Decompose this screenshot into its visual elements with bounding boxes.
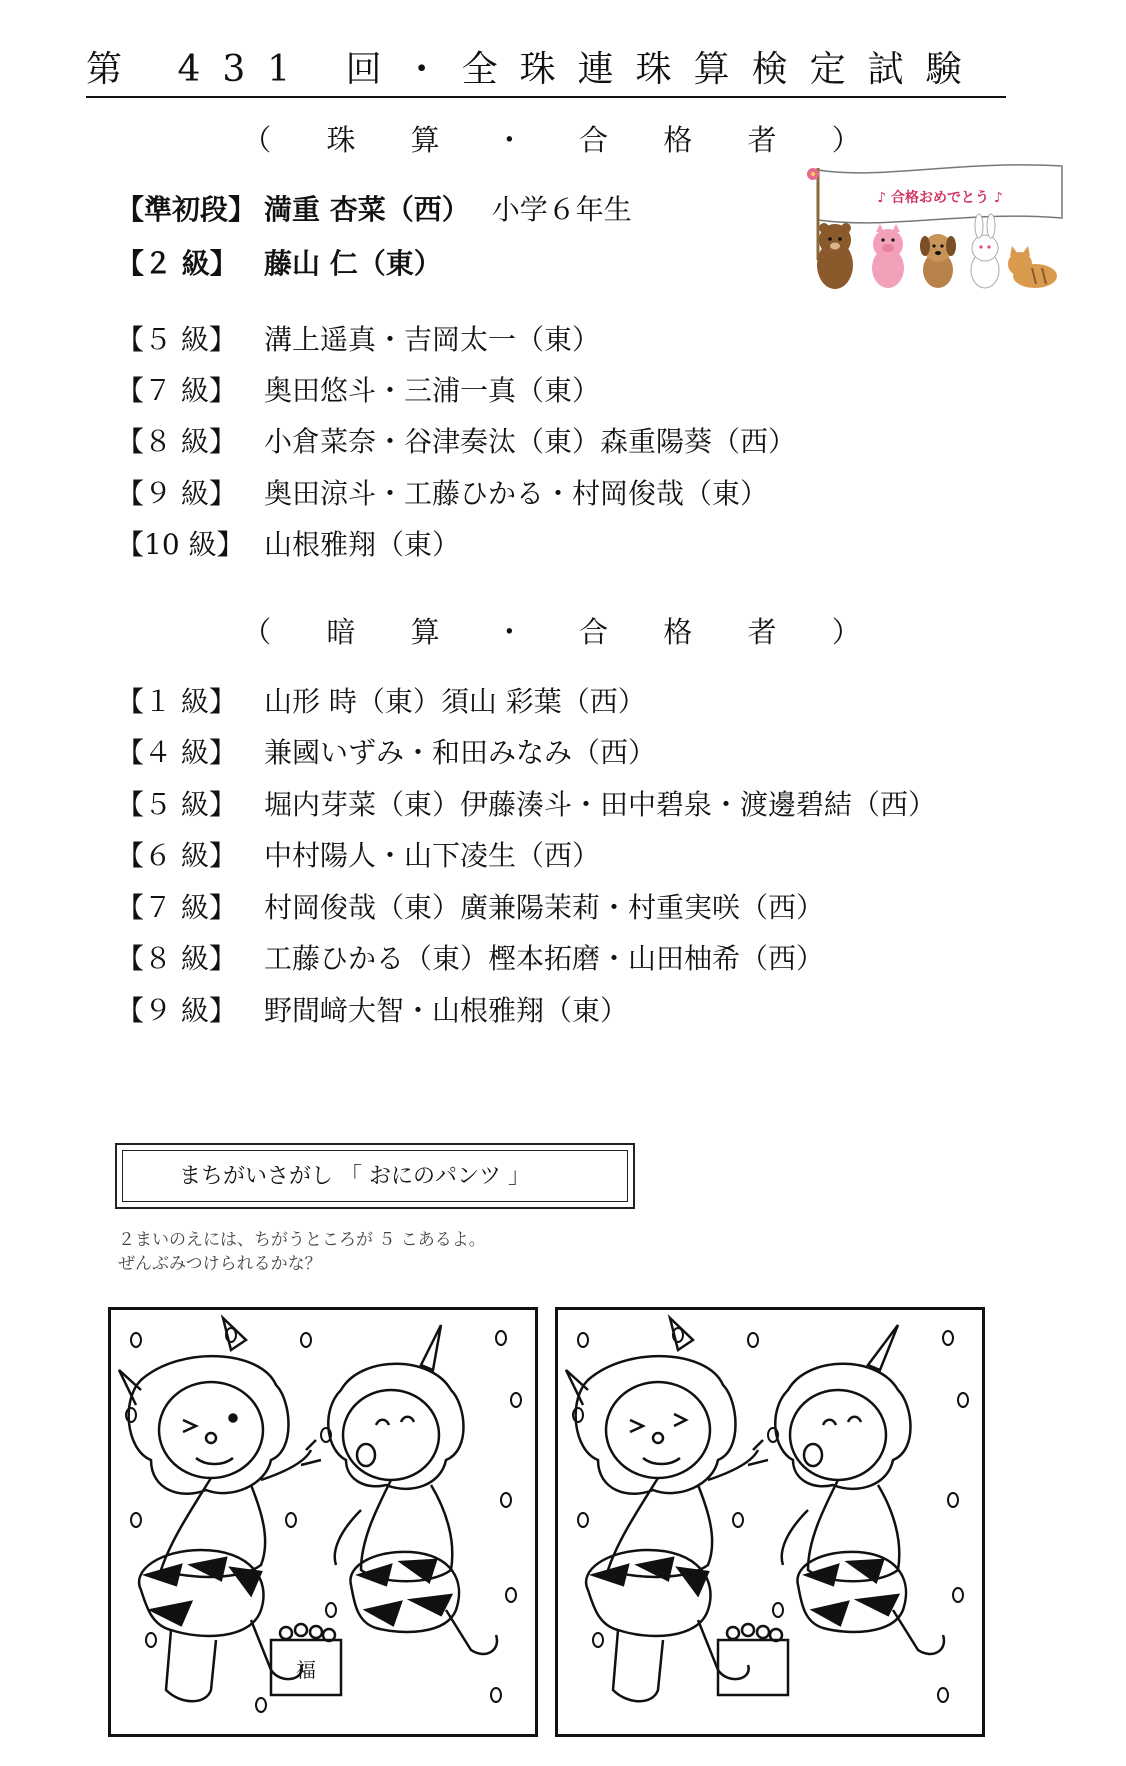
- grade-note: 小学６年生: [491, 193, 632, 226]
- names: 山根雅翔（東）: [264, 528, 461, 561]
- level-label: 【８ 級】: [116, 942, 237, 975]
- level-label: 【７ 級】: [116, 374, 237, 407]
- shuzan-row: [116, 424, 796, 460]
- level-label: 【10 級】: [116, 528, 245, 561]
- anzan-row: [116, 941, 824, 977]
- puzzle-instruction-2: ぜんぶみつけられるかな？: [118, 1254, 322, 1274]
- puzzle-title: まちがいさがし 「 おにのパンツ 」: [122, 1150, 628, 1202]
- shuzan-row: [116, 476, 768, 512]
- page-title: 第 431 回・全珠連珠算検定試験: [86, 48, 1006, 98]
- level-label: 【４ 級】: [116, 736, 237, 769]
- names: 小倉菜奈・谷津奏汰（東）森重陽葵（西）: [264, 425, 797, 458]
- names: 溝上遥真・吉岡太一（東）: [264, 323, 601, 356]
- fuku-label: 福: [296, 1658, 316, 1682]
- level-label: 【９ 級】: [116, 477, 237, 510]
- names: 藤山 仁（東）: [264, 247, 442, 280]
- anzan-row: [116, 993, 628, 1029]
- names: 野間﨑大智・山根雅翔（東）: [264, 994, 629, 1027]
- names: 満重 杏菜（西）: [264, 193, 470, 226]
- names: 工藤ひかる（東）樫本拓磨・山田柚希（西）: [264, 942, 825, 975]
- cat-icon: [1008, 246, 1057, 288]
- level-label: 【８ 級】: [116, 425, 237, 458]
- names: 中村陽人・山下凌生（西）: [264, 839, 601, 872]
- names: 山形 時（東）須山 彩葉（西）: [264, 685, 646, 718]
- level-label: 【５ 級】: [116, 788, 237, 821]
- names: 奥田涼斗・工藤ひかる・村岡俊哉（東）: [264, 477, 769, 510]
- banner-text: ♪ 合格おめでとう ♪: [877, 190, 1003, 206]
- pig-icon: [872, 224, 904, 288]
- shuzan-row: [116, 527, 460, 563]
- puzzle-title-box: [115, 1143, 635, 1209]
- names: 村岡俊哉（東）廣兼陽茉莉・村重実咲（西）: [264, 891, 825, 924]
- shuzan-row: [116, 246, 442, 282]
- congratulations-banner: [800, 160, 1070, 300]
- names: 奥田悠斗・三浦一真（東）: [264, 374, 601, 407]
- anzan-row: [116, 787, 936, 823]
- names: 兼國いずみ・和田みなみ（西）: [264, 736, 657, 769]
- oni-illustration: [558, 1310, 982, 1734]
- level-label: 【２ 級】: [116, 247, 238, 280]
- level-label: 【５ 級】: [116, 323, 237, 356]
- shuzan-row: [116, 192, 632, 228]
- level-label: 【９ 級】: [116, 994, 237, 1027]
- level-label: 【７ 級】: [116, 891, 237, 924]
- names: 堀内芽菜（東）伊藤湊斗・田中碧泉・渡邊碧結（西）: [264, 788, 937, 821]
- anzan-row: [116, 684, 646, 720]
- rabbit-icon: [971, 214, 999, 288]
- shuzan-heading: （ 珠 算 ・ 合 格 者 ）: [242, 123, 884, 157]
- anzan-row: [116, 890, 824, 926]
- puzzle-instruction-1: ２まいのえには、ちがうところが ５ こあるよ。: [118, 1230, 486, 1250]
- oni-illustration: [111, 1310, 535, 1734]
- anzan-row: [116, 838, 600, 874]
- level-label: 【準初段】: [116, 193, 257, 226]
- shuzan-row: [116, 322, 600, 358]
- level-label: 【１ 級】: [116, 685, 237, 718]
- shuzan-row: [116, 373, 600, 409]
- level-label: 【６ 級】: [116, 839, 237, 872]
- bear-icon: [817, 223, 853, 289]
- anzan-heading: （ 暗 算 ・ 合 格 者 ）: [242, 615, 884, 649]
- anzan-row: [116, 735, 656, 771]
- puzzle-picture-left: [108, 1307, 538, 1737]
- dog-icon: [920, 234, 956, 288]
- puzzle-picture-right: [555, 1307, 985, 1737]
